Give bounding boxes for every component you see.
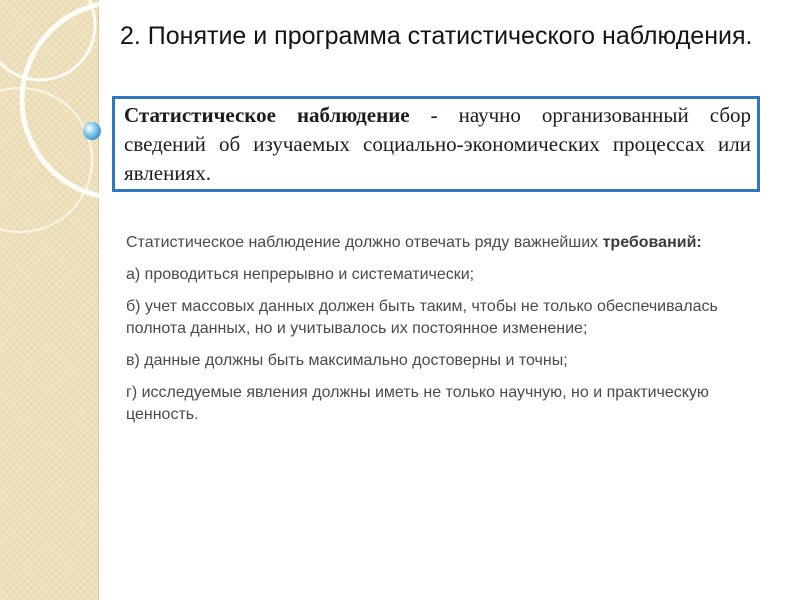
requirements-list — [126, 232, 766, 436]
decorative-ring-lower — [0, 88, 92, 232]
decorative-bubble-icon — [83, 122, 101, 140]
definition-text: Статистическое наблюдение - научно организованный сбор сведений об изучаемых социально-экономических процессах или явлениях. — [124, 103, 752, 185]
requirement-item: г) исследуемые явления должны иметь не только научную, но и практическую ценность. — [126, 384, 709, 423]
requirement-item: а) проводиться непрерывно и систематически; — [126, 266, 475, 283]
intro-paragraph: Статистическое наблюдение должно отвечать ряду важнейших требований: — [126, 234, 702, 251]
requirement-item: б) учет массовых данных должен быть таким, чтобы не только обеспечивалась полнота данных, но и учитывалось их постоянное изменение; — [126, 298, 718, 337]
slide-title: 2. Понятие и программа статистического наблюдения. — [120, 22, 753, 50]
definition-box — [112, 96, 760, 192]
definition-term: Статистическое наблюдение — [124, 103, 410, 127]
requirement-item: в) данные должны быть максимально достоверны и точны; — [126, 352, 568, 369]
intro-emphasis: требований: — [602, 234, 702, 251]
